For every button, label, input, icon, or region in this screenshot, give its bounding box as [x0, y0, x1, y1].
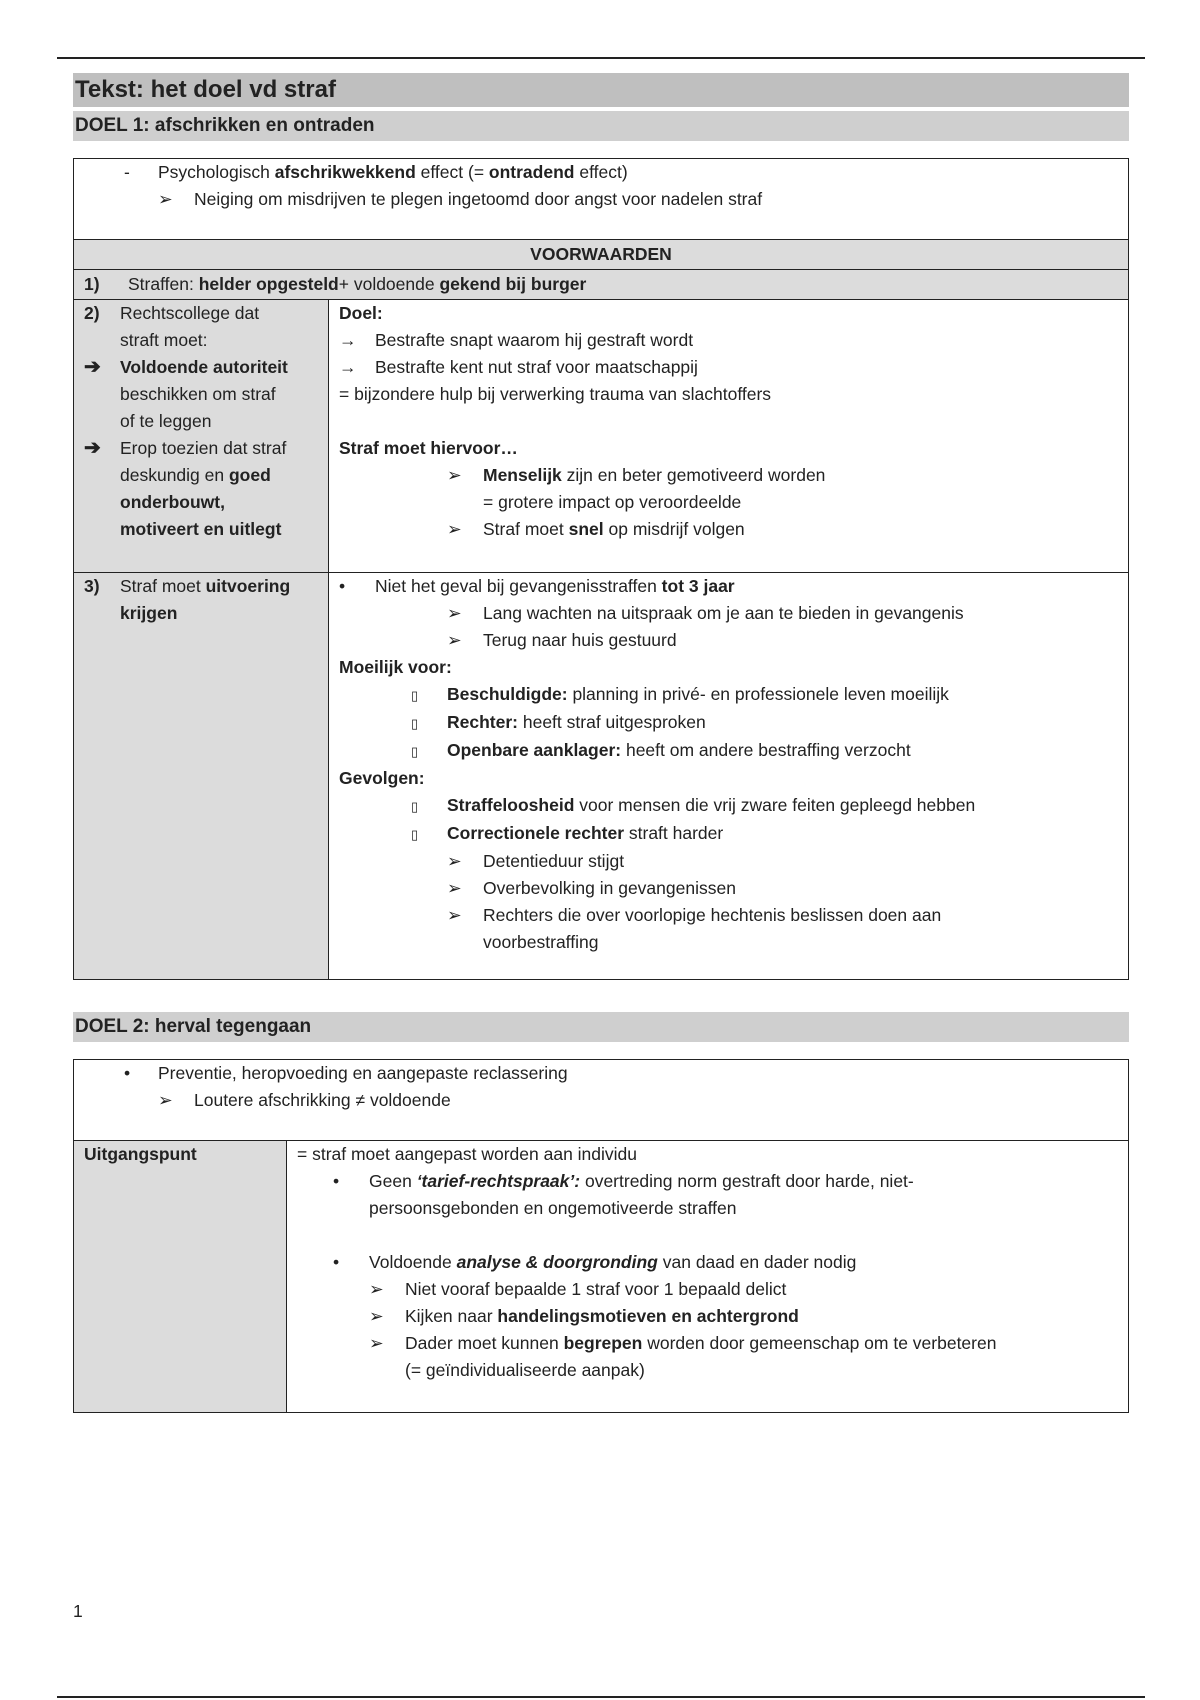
v3-item-bold: Openbare aanklager:	[447, 740, 622, 760]
intro-text-1: Psychologisch	[158, 162, 275, 182]
box-bullet-icon: ▯	[411, 799, 419, 814]
doel2-intro	[74, 1060, 1128, 1140]
arrowhead-icon: ➢	[369, 1306, 384, 1326]
uitgangspunt-sub-text: Niet vooraf bepaalde 1 straf voor 1 bepaald delict	[405, 1279, 787, 1299]
v2-left-line: beschikken om straf	[120, 384, 276, 404]
right-arrow-icon: →	[339, 357, 357, 377]
v2-left-line: of te leggen	[120, 411, 212, 431]
v3-sub-text: Detentieduur stijgt	[483, 851, 625, 871]
intro-sub-text: Neiging om misdrijven te plegen ingetoomd door angst voor nadelen straf	[194, 189, 763, 209]
bullet-icon: •	[333, 1171, 340, 1191]
v2-straf-moet-label: Straf moet hiervoor…	[339, 438, 518, 458]
arrowhead-icon: ➢	[158, 1090, 173, 1110]
uitgangspunt-label: Uitgangspunt	[84, 1144, 197, 1164]
intro-bold-2: ontradend	[488, 162, 575, 182]
uitgangspunt-text	[297, 1141, 996, 1384]
v2-sub-bold: snel	[568, 519, 604, 539]
box-bullet-icon: ▯	[411, 688, 419, 703]
v1-bold-2: gekend bij burger	[439, 274, 587, 294]
v1-text-1: Straffen:	[128, 274, 194, 294]
v2-left-line	[120, 462, 288, 489]
page-number: 1	[73, 1601, 83, 1621]
v1-text-2: + voldoende	[338, 274, 435, 294]
v3-bullet-item	[339, 573, 975, 600]
v2-sub-item	[339, 462, 825, 489]
doel1-table	[73, 158, 1129, 980]
v3-gevolgen-sub	[339, 875, 975, 902]
v3-item-text: planning in privé- en professionele leven moeilijk	[567, 684, 949, 704]
page-content	[73, 73, 1129, 1413]
bottom-rule	[57, 1696, 1145, 1698]
uitgangspunt-sub-bold: handelingsmotieven en achtergrond	[497, 1306, 799, 1326]
v3-left-line: krijgen	[120, 603, 178, 623]
arrowhead-icon: ➢	[447, 851, 462, 871]
v3-sub-item	[339, 600, 975, 627]
uitgangspunt-right-cell	[287, 1141, 1128, 1412]
bold-arrow-icon: ➔	[84, 437, 101, 459]
uitgangspunt-sub	[297, 1330, 996, 1357]
v3-sub-text: Lang wachten na uitspraak om je aan te bieden in gevangenis	[483, 603, 964, 623]
v2-left-bold-part: goed	[228, 465, 271, 485]
v3-sub-text: Rechters die over voorlopige hechtenis beslissen doen aan	[483, 905, 942, 925]
arrowhead-icon: ➢	[369, 1333, 384, 1353]
voorwaarden-label: VOORWAARDEN	[530, 244, 672, 264]
uitgangspunt-bold-italic: ‘tarief-rechtspraak’:	[416, 1171, 581, 1191]
v2-arrow-text: Bestrafte kent nut straf voor maatschappij	[375, 357, 698, 377]
intro-text-2: effect (=	[415, 162, 489, 182]
arrowhead-icon: ➢	[447, 519, 462, 539]
uitgangspunt-sub-text: Dader moet kunnen	[405, 1333, 564, 1353]
uitgangspunt-sub-text: worden door gemeenschap om te verbeteren	[642, 1333, 997, 1353]
uitgangspunt-row	[74, 1140, 1128, 1412]
v3-bullet-text: Niet het geval bij gevangenisstraffen	[375, 576, 662, 596]
v2-left-text-part: deskundig en	[120, 465, 229, 485]
v2-sub-bold: Menselijk	[483, 465, 562, 485]
arrowhead-icon: ➢	[369, 1279, 384, 1299]
intro-bold-1: afschrikwekkend	[274, 162, 416, 182]
v3-left-text-part: Straf moet	[120, 576, 206, 596]
uitgangspunt-text-part: overtreding norm gestraft door harde, niet-	[580, 1171, 914, 1191]
page-title: Tekst: het doel vd straf	[73, 73, 1129, 107]
v2-sub-text: Straf moet	[483, 519, 569, 539]
v3-bullet-bold: tot 3 jaar	[661, 576, 735, 596]
v2-left-line: motiveert en uitlegt	[120, 519, 282, 539]
v3-item-text: heeft om andere bestraffing verzocht	[621, 740, 911, 760]
v2-arrow-item	[339, 354, 825, 381]
v2-sub-continuation: = grotere impact op veroordeelde	[483, 492, 742, 512]
v3-sub-text: Terug naar huis gestuurd	[483, 630, 677, 650]
uitgangspunt-eq: = straf moet aangepast worden aan individu	[297, 1144, 638, 1164]
spacer	[339, 408, 825, 435]
v2-left-text	[120, 300, 288, 543]
spacer	[297, 1222, 996, 1249]
doel2-table	[73, 1059, 1129, 1413]
arrowhead-icon: ➢	[158, 189, 173, 209]
v3-left-bold-part: uitvoering	[205, 576, 291, 596]
v2-left-line: onderbouwt,	[120, 492, 225, 512]
uitgangspunt-sub	[297, 1276, 996, 1303]
v3-sub-continuation: voorbestraffing	[483, 932, 599, 952]
doel2-heading: DOEL 2: herval tegengaan	[73, 1012, 1129, 1042]
arrowhead-icon: ➢	[447, 905, 462, 925]
bullet-icon: •	[333, 1252, 340, 1272]
arrowhead-icon: ➢	[447, 603, 462, 623]
v3-gevolgen-label: Gevolgen:	[339, 768, 425, 788]
uitgangspunt-sub-text: Kijken naar	[405, 1306, 498, 1326]
v2-left-line: Voldoende autoriteit	[120, 357, 288, 377]
v2-eq-line: = bijzondere hulp bij verwerking trauma van slachtoffers	[339, 384, 772, 404]
v2-arrow-text: Bestrafte snapt waarom hij gestraft wordt	[375, 330, 694, 350]
voorwaarde-3-row	[74, 572, 1128, 979]
v3-item-text: heeft straf uitgesproken	[518, 712, 706, 732]
arrowhead-icon: ➢	[447, 630, 462, 650]
box-bullet-icon: ▯	[411, 827, 419, 842]
uitgangspunt-bullet	[297, 1168, 996, 1195]
uitgangspunt-continuation: (= geïndividualiseerde aanpak)	[405, 1360, 645, 1380]
v3-gevolgen-item	[339, 792, 975, 820]
v2-sub-text: op misdrijf volgen	[603, 519, 745, 539]
doel2-sub-text: Loutere afschrikking ≠ voldoende	[194, 1090, 451, 1110]
v3-item-bold: Correctionele rechter	[447, 823, 625, 843]
bullet-icon: •	[124, 1063, 131, 1083]
bold-arrow-icon: ➔	[84, 356, 101, 378]
v3-item-bold: Straffeloosheid	[447, 795, 575, 815]
v1-bold-1: helder opgesteld	[198, 274, 339, 294]
voorwaarde-1-row	[74, 269, 1128, 299]
box-bullet-icon: ▯	[411, 716, 419, 731]
voorwaarde-1-number: 1)	[84, 274, 100, 294]
v3-gevolgen-sub	[339, 848, 975, 875]
v3-right-cell	[329, 573, 1128, 979]
bullet-icon: •	[339, 576, 346, 596]
doel2-intro-text: Preventie, heropvoeding en aangepaste reclassering	[158, 1063, 568, 1083]
v3-left-cell	[74, 573, 329, 979]
doel2-bullet-item	[124, 1060, 568, 1087]
v3-gevolgen-item	[339, 820, 975, 848]
dash-icon: -	[124, 162, 130, 182]
v3-left-line	[120, 573, 290, 600]
v3-sub-item	[339, 627, 975, 654]
uitgangspunt-left-cell	[74, 1141, 287, 1412]
v3-moeilijk-item	[339, 681, 975, 709]
voorwaarde-2-number: 2)	[84, 303, 100, 323]
v3-item-text: voor mensen die vrij zware feiten gepleegd hebben	[574, 795, 976, 815]
v2-doel-label: Doel:	[339, 303, 383, 323]
doel1-heading: DOEL 1: afschrikken en ontraden	[73, 111, 1129, 141]
uitgangspunt-sub-bold: begrepen	[563, 1333, 643, 1353]
v3-right-text	[339, 573, 975, 956]
arrowhead-icon: ➢	[447, 878, 462, 898]
v3-moeilijk-item	[339, 737, 975, 765]
uitgangspunt-text-part: Voldoende	[369, 1252, 457, 1272]
v3-moeilijk-item	[339, 709, 975, 737]
uitgangspunt-bold-italic: analyse & doorgronding	[456, 1252, 658, 1272]
uitgangspunt-continuation: persoonsgebonden en ongemotiveerde straffen	[369, 1198, 737, 1218]
top-rule	[57, 57, 1145, 59]
v3-moeilijk-label: Moeilijk voor:	[339, 657, 452, 677]
v2-left-line: Erop toezien dat straf	[120, 438, 287, 458]
voorwaarden-header	[74, 239, 1128, 269]
v3-item-bold: Rechter:	[447, 712, 518, 732]
v2-sub-text: zijn en beter gemotiveerd worden	[561, 465, 826, 485]
voorwaarde-3-number: 3)	[84, 576, 100, 596]
arrowhead-icon: ➢	[447, 465, 462, 485]
v3-left-text	[120, 573, 290, 627]
v3-item-bold: Beschuldigde:	[447, 684, 568, 704]
v2-right-cell	[329, 300, 1128, 572]
v2-sub-item	[339, 516, 825, 543]
v2-left-line: Rechtscollege dat	[120, 303, 260, 323]
v3-item-text: straft harder	[624, 823, 724, 843]
uitgangspunt-text-part: van daad en dader nodig	[657, 1252, 857, 1272]
voorwaarde-2-row	[74, 299, 1128, 572]
v3-gevolgen-sub	[339, 902, 975, 929]
box-bullet-icon: ▯	[411, 744, 419, 759]
right-arrow-icon: →	[339, 330, 357, 350]
v2-left-cell	[74, 300, 329, 572]
uitgangspunt-text-part: Geen	[369, 1171, 417, 1191]
v2-left-line: straft moet:	[120, 330, 208, 350]
v2-right-text	[339, 300, 825, 543]
uitgangspunt-sub	[297, 1303, 996, 1330]
intro-text-3: effect)	[574, 162, 628, 182]
doel1-intro	[74, 159, 1128, 239]
v2-arrow-item	[339, 327, 825, 354]
uitgangspunt-bullet	[297, 1249, 996, 1276]
doel2-sub-item	[158, 1087, 451, 1114]
v3-sub-text: Overbevolking in gevangenissen	[483, 878, 736, 898]
